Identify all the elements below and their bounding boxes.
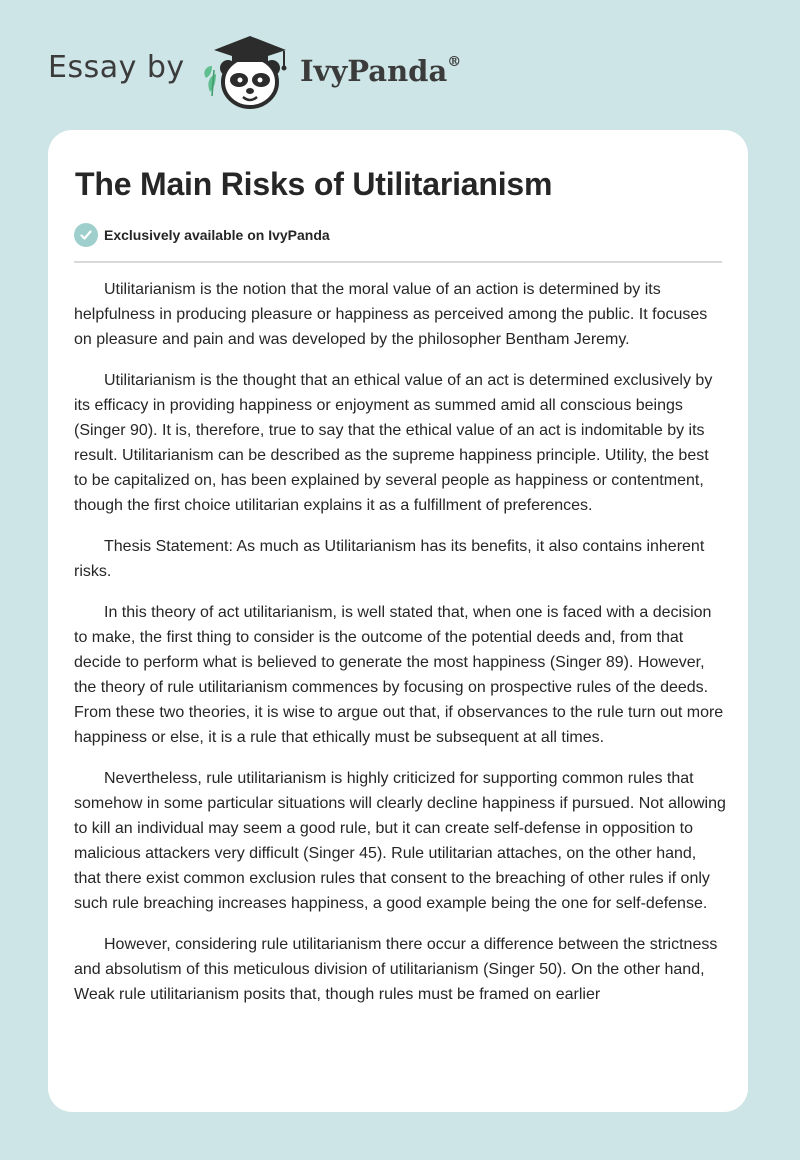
essay-card [48,130,748,1112]
brand-logotype [300,54,461,88]
brand-name: IvyPanda [300,54,448,88]
check-circle-icon [74,223,98,247]
paragraph: In this theory of act utilitarianism, is well stated that, when one is faced with a decision to make, the first thing to consider is the outcome of the potential deeds and, from that decide to perform what is believed to generate the most happiness (Singer 89). However, the theory of rule utilitarianism commences by focusing on prospective rules of the deeds. From these two theories, it is wise to argue out that, if observances to the rule turn out more happiness or else, it is a rule that ethically must be subsequent at all times. [74,604,724,746]
page-title: The Main Risks of Utilitarianism [75,166,553,202]
paragraph: Nevertheless, rule utilitarianism is highly criticized for supporting common rules that somehow in some particular situations will clearly decline happiness if pursued. Not allowing to kill an individual may seem a good rule, but it can create self-defense in opposition to malicious attackers very difficult (Singer 45). Rule utilitarian attaches, on the other hand, that there exist common exclusion rules that consent to the breaching of other rules if only such rule breaching increases happiness, a good example being the one for self-defense. [74,770,726,912]
essay-body [74,277,726,1023]
exclusive-badge-label: Exclusively available on IvyPanda [104,227,330,243]
paragraph: Utilitarianism is the thought that an ethical value of an act is determined exclusively by its efficacy in providing happiness or enjoyment as summed amid all conscious beings (Singer 90). It is, therefore, true to say that the ethical value of an act is indomitable by its result. Utilitarianism can be described as the supreme happiness principle. Utility, the best to be capitalized on, has been explained by several people as happiness or contentment, though the first choice utilitarian explains it as a fulfillment of preferences. [74,372,713,514]
paragraph: Utilitarianism is the notion that the moral value of an action is determined by its helpfulness in producing pleasure or happiness as perceived among the public. It focuses on pleasure and pain and was developed by the philosopher Bentham Jeremy. [74,281,708,348]
paragraph: Thesis Statement: As much as Utilitarianism has its benefits, it also contains inherent risks. [74,538,705,580]
exclusive-badge [74,222,330,248]
divider [74,261,722,263]
essay-by-label: Essay by [48,50,185,85]
panda-graduate-logo-icon [200,30,300,110]
registered-mark: ® [447,54,462,71]
paragraph: However, considering rule utilitarianism there occur a difference between the strictness and absolutism of this meticulous division of utilitarianism (Singer 50). On the other hand, Weak rule utilitarianism posits that, though rules must be framed on earlier [74,936,718,1003]
site-header [0,0,800,130]
